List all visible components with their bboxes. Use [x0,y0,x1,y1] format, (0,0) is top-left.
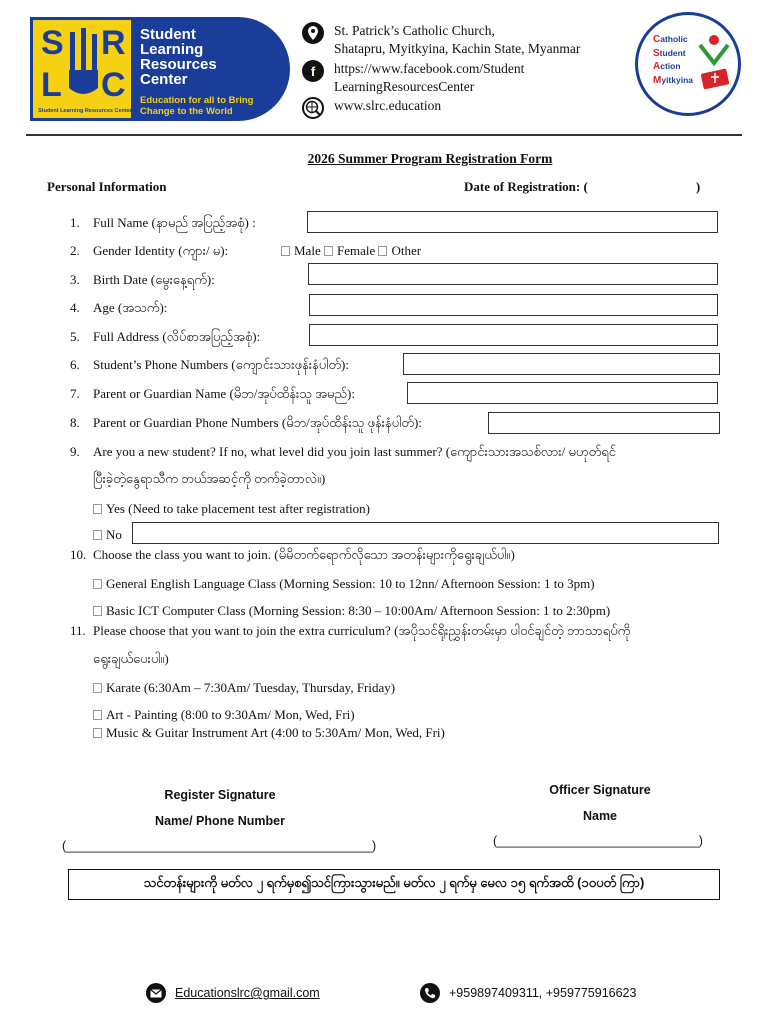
slrc-logo-emblem [30,17,134,121]
guardian-phone-field[interactable] [488,412,720,434]
question-extra-curriculum-cont: ရွေးချယ်ပေးပါ။) [93,651,169,666]
officer-signature-subtitle: Name [582,809,618,823]
footer-phone [420,983,636,1003]
website-link[interactable]: www.slrc.education [334,98,442,113]
register-signature-title: Register Signature [164,788,276,802]
question-guardian-name: 7. Parent or Guardian Name (မိဘ/အုပ်ထိန်းသူ အမည်): [70,386,355,401]
facebook-row [302,60,524,96]
checkbox-icon [378,246,387,256]
checkbox-icon [93,530,102,540]
gender-option-female[interactable]: Female [324,243,375,258]
facebook-icon: f [302,60,324,82]
checkbox-icon [324,246,333,256]
question-guardian-phone: 8. Parent or Guardian Phone Numbers (မိဘ/အုပ်ထိန်းသူ ဖုန်းနံပါတ်): [70,415,422,430]
extra-option-music[interactable]: Music & Guitar Instrument Art (4:00 to 5:30Am/ Mon, Wed, Fri) [93,725,445,741]
logo-letter-s: S [41,24,64,62]
address-text: St. Patrick’s Catholic Church, Shatapru, Myitkyina, Kachin State, Myanmar [334,23,581,56]
class-option-ict[interactable]: Basic ICT Computer Class (Morning Session: 8:30 – 10:00Am/ Afternoon Session: 1 to 2:30pm) [93,603,610,619]
question-class-choice: 10. Choose the class you want to join. (မိမိတက်ရောက်လိုသော အတန်းများကိုရွေးချယ်ပါ။) [70,547,515,562]
question-new-student-cont: ပြီးခဲ့တဲ့နွေရာသီက ဘယ်အဆင့်ကို တက်ခဲ့တာလဲ။) [93,471,326,486]
extra-option-art[interactable]: Art - Painting (8:00 to 9:30Am/ Mon, Wed, Fri) [93,707,355,723]
logo-title: Student Learning Resources Center [140,26,217,88]
age-field[interactable] [309,294,718,316]
raised-hands-icon [67,28,101,106]
checkbox-icon [93,504,102,514]
address-field[interactable] [309,324,718,346]
globe-icon [302,97,324,119]
checkbox-icon [281,246,290,256]
question-student-phone: 6. Student’s Phone Numbers (ကျောင်းသားဖုန်းနံပါတ်): [70,357,349,372]
gender-option-male[interactable]: Male [281,243,321,258]
new-student-no-option[interactable]: No [93,527,122,543]
class-option-english[interactable]: General English Language Class (Morning Session: 10 to 12nn/ Afternoon Session: 1 to 3pm) [93,576,595,592]
register-signature-subtitle: Name/ Phone Number [155,814,285,828]
address-row [302,22,580,58]
gender-option-other[interactable]: Other [378,243,421,258]
extra-option-karate[interactable]: Karate (6:30Am – 7:30Am/ Tuesday, Thursday, Friday) [93,680,395,696]
checkbox-icon [93,606,102,616]
personal-info-heading: Personal Information [47,179,167,194]
question-full-name: 1. Full Name (နာမည် အပြည့်အစုံ) : [70,215,256,230]
logo-letter-c: C [101,66,126,104]
facebook-link[interactable]: https://www.facebook.com/Student LearningResourcesCenter [334,61,525,94]
register-signature-line[interactable]: (____________________________________________) [62,839,377,853]
email-icon [146,983,166,1003]
schedule-notice: သင်တန်းများကို မတ်လ ၂ ရက်မှစ၍သင်ကြားသွားမည်။ မတ်လ ၂ ရက်မှ မေလ ၁၅ ရက်အထိ (၁၀ပတ် ကြာ) [68,869,720,900]
footer-email [146,983,320,1003]
logo-caption: Student Learning Resources Center [38,108,132,114]
checkbox-icon [93,728,102,738]
location-pin-icon [302,22,324,44]
question-birth-date: 3. Birth Date (မွေးနေ့ရက်): [70,272,215,287]
phone-numbers: +959897409311, +959775916623 [449,986,637,1000]
previous-level-field[interactable] [132,522,719,544]
question-extra-curriculum: 11. Please choose that you want to join the extra curriculum? (အပိုသင်ရိုးညွှန်းတမ်းမှာ ပါဝင်ချင်တဲ့ ဘာသာရပ်ကို [70,623,631,638]
email-link[interactable]: Educationslrc@gmail.com [175,986,320,1000]
logo-tagline: Education for all to Bring Change to the World [140,95,254,117]
question-new-student: 9. Are you a new student? If no, what level did you join last summer? (ကျောင်းသားအသစ်လား/ မဟုတ်ရင် [70,444,616,459]
birth-date-field[interactable] [308,263,718,285]
phone-icon [420,983,440,1003]
csa-logo [635,12,741,116]
figure-book-icon [696,33,732,93]
header-divider [26,134,742,136]
logo-letter-l: L [41,66,62,104]
checkbox-icon [93,579,102,589]
checkbox-icon [93,710,102,720]
officer-signature-line[interactable]: (_____________________________) [493,834,703,848]
logo-letter-r: R [101,24,126,62]
student-phone-field[interactable] [403,353,720,375]
slrc-logo [30,17,290,121]
csa-logo-text: Catholic Student Action Myitkyina [653,34,693,86]
checkbox-icon [93,683,102,693]
question-age: 4. Age (အသက်): [70,300,168,315]
new-student-yes-option[interactable]: Yes (Need to take placement test after registration) [93,501,370,517]
website-row [302,97,441,119]
date-of-registration: Date of Registration: ( ) [464,179,701,194]
gender-options [281,243,421,259]
guardian-name-field[interactable] [407,382,718,404]
form-title: 2026 Summer Program Registration Form [307,151,553,166]
full-name-field[interactable] [307,211,718,233]
question-gender: 2. Gender Identity (ကျား/ မ): [70,243,229,258]
officer-signature-title: Officer Signature [549,783,651,797]
question-address: 5. Full Address (လိပ်စာအပြည့်အစုံ): [70,329,261,344]
